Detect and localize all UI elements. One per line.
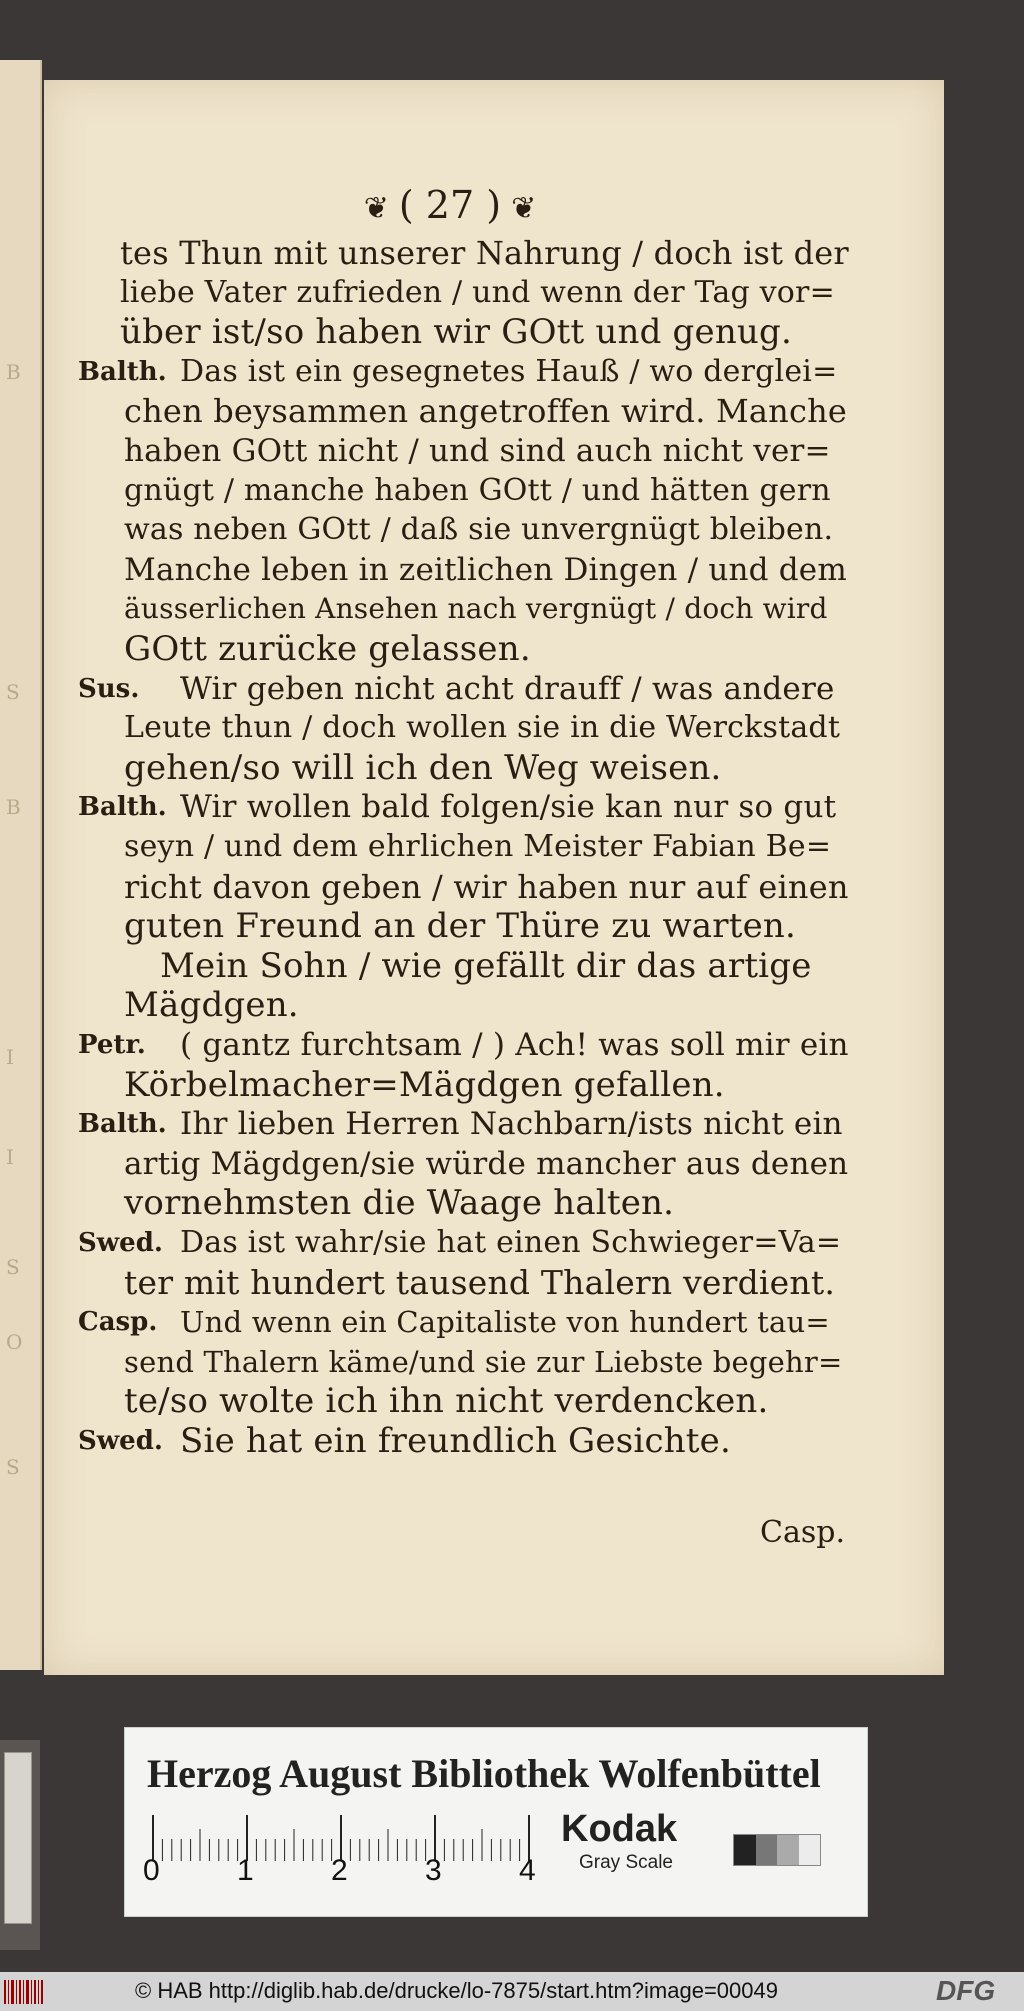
gray-scale-label: Gray Scale — [579, 1852, 673, 1873]
text-line: GOtt zurücke gelassen. — [124, 629, 531, 669]
text-line: Leute thun / doch wollen sie in die Werckstadt — [124, 710, 841, 745]
text-line: liebe Vater zufrieden / und wenn der Tag vor= — [120, 275, 835, 310]
text-line: Manche leben in zeitlichen Dingen / und dem — [124, 552, 847, 588]
catchword: Casp. — [760, 1515, 845, 1550]
text-line: Das ist ein gesegnetes Hauß / wo derglei= — [180, 354, 838, 389]
text-line: ( gantz furchtsam / ) Ach! was soll mir ein — [180, 1027, 849, 1063]
text-line: chen beysammen angetroffen wird. Manche — [124, 392, 848, 430]
speaker-label: Balth. — [78, 792, 167, 822]
facing-letter: S — [6, 1455, 20, 1479]
ruler-number: 4 — [519, 1854, 536, 1887]
text-line: guten Freund an der Thüre zu warten. — [124, 906, 796, 946]
text-line: Körbelmacher=Mägdgen gefallen. — [124, 1065, 725, 1105]
facing-letter: B — [6, 795, 21, 819]
speaker-label: Casp. — [78, 1307, 158, 1337]
text-line: gnügt / manche haben GOtt / und hätten gern — [124, 473, 831, 508]
text-line: Sie hat ein freundlich Gesichte. — [180, 1421, 731, 1461]
text-line: haben GOtt nicht / und sind auch nicht ver= — [124, 433, 831, 469]
speaker-label: Sus. — [78, 674, 140, 704]
text-line: send Thalern käme/und sie zur Liebste begehr= — [124, 1345, 843, 1379]
text-line: über ist/so haben wir GOtt und genug. — [120, 312, 792, 352]
ornament-left-icon: ❦ — [363, 190, 389, 226]
text-line: vornehmsten die Waage halten. — [124, 1183, 675, 1223]
page-number-header — [315, 182, 585, 228]
page-number: ( 27 ) — [398, 183, 502, 227]
speaker-label: Swed. — [78, 1426, 163, 1456]
facing-letter: S — [6, 1255, 20, 1279]
facing-page-edge — [0, 60, 42, 1670]
text-line: Wir geben nicht acht drauff / was andere — [180, 671, 835, 707]
facing-page-lower — [0, 1740, 40, 1950]
text-line: äusserlichen Ansehen nach vergnügt / doch wird — [124, 592, 828, 625]
color-calibration-card — [124, 1727, 868, 1917]
text-line: gehen/so will ich den Weg weisen. — [124, 748, 722, 788]
clamp-strip — [4, 1752, 32, 1924]
barcode-icon — [2, 1978, 46, 2006]
footer-bar — [0, 1972, 1024, 2011]
text-line: richt davon geben / wir haben nur auf einen — [124, 868, 849, 906]
library-name: Herzog August Bibliothek Wolfenbüttel — [147, 1751, 821, 1796]
ruler-number: 1 — [237, 1854, 254, 1887]
speaker-label: Petr. — [78, 1030, 146, 1060]
ruler-number: 3 — [425, 1854, 442, 1887]
text-line: te/so wolte ich ihn nicht verdencken. — [124, 1381, 769, 1421]
text-line: Mägdgen. — [124, 985, 299, 1025]
text-line: tes Thun mit unserer Nahrung / doch ist der — [120, 234, 849, 272]
copyright-link[interactable]: © HAB http://diglib.hab.de/drucke/lo-7875/start.htm?image=00049 — [135, 1978, 778, 2003]
dfg-logo: DFG — [936, 1975, 996, 2006]
speaker-label: Swed. — [78, 1228, 163, 1258]
facing-letter: S — [6, 680, 20, 704]
ruler-number: 0 — [143, 1854, 160, 1887]
speaker-label: Balth. — [78, 1109, 167, 1139]
text-line: artig Mägdgen/sie würde mancher aus denen — [124, 1146, 849, 1182]
text-line: ter mit hundert tausend Thalern verdient. — [124, 1263, 836, 1302]
facing-letter: O — [6, 1330, 23, 1354]
text-line: seyn / und dem ehrlichen Meister Fabian Be= — [124, 829, 832, 864]
text-line: Wir wollen bald folgen/sie kan nur so gut — [180, 789, 837, 825]
speaker-label: Balth. — [78, 357, 167, 387]
text-line: Ihr lieben Herren Nachbarn/ists nicht ein — [180, 1106, 843, 1142]
text-line: Und wenn ein Capitaliste von hundert tau= — [180, 1305, 830, 1339]
text-line: was neben GOtt / daß sie unvergnügt bleiben. — [124, 512, 834, 547]
facing-letter: I — [6, 1145, 14, 1169]
text-line: Das ist wahr/sie hat einen Schwieger=Va= — [180, 1225, 842, 1260]
kodak-logo: Kodak — [561, 1808, 678, 1850]
text-line: Mein Sohn / wie gefällt dir das artige — [160, 946, 812, 986]
ornament-right-icon: ❦ — [511, 190, 537, 226]
ruler-number: 2 — [331, 1854, 348, 1887]
gray-scale-swatch — [733, 1834, 821, 1866]
facing-letter: B — [6, 360, 21, 384]
facing-letter: I — [6, 1045, 14, 1069]
